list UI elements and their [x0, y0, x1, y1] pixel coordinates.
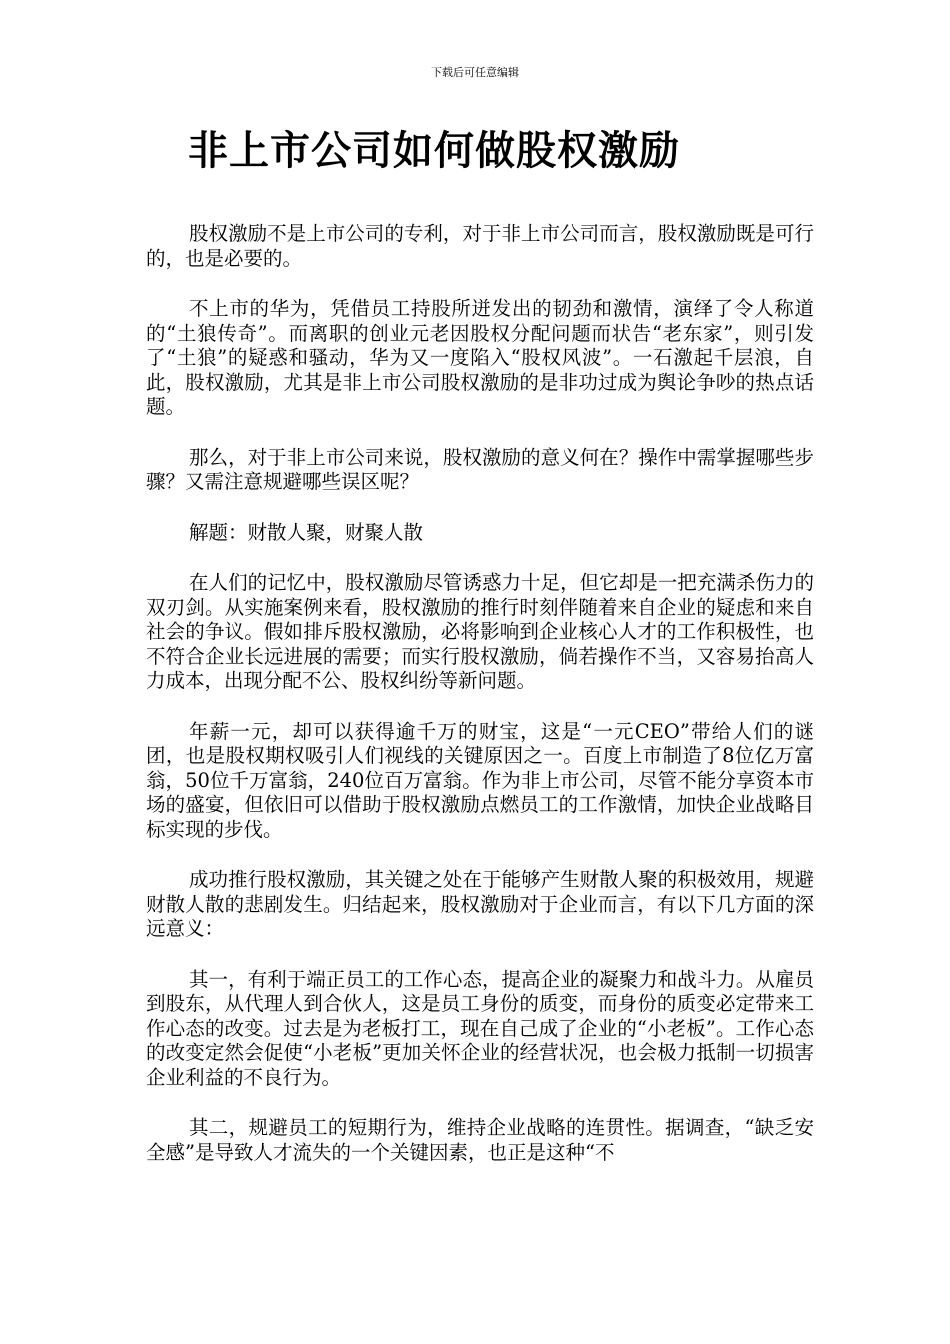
paragraph-3: 那么，对于非上市公司来说，股权激励的意义何在？操作中需掌握哪些步骤？又需注意规避哪些误区呢？ [146, 445, 814, 493]
paragraph-7: 成功推行股权激励，其关键之处在于能够产生财散人聚的积极效用，规避财散人散的悲剧发生。归结起来，股权激励对于企业而言，有以下几方面的深远意义： [146, 868, 814, 940]
paragraph-1: 股权激励不是上市公司的专利，对于非上市公司而言，股权激励既是可行的，也是必要的。 [146, 222, 814, 270]
paragraph-5: 在人们的记忆中，股权激励尽管诱惑力十足，但它却是一把充满杀伤力的双刃剑。从实施案例来看，股权激励的推行时刻伴随着来自企业的疑虑和来自社会的争议。假如排斥股权激励，必将影响到企业核心人才的工作积极性，也不符合企业长远进展的需要；而实行股权激励，倘若操作不当，又容易抬高人力成本，出现分配不公、股权纠纷等新问题。 [146, 571, 814, 692]
paragraph-2: 不上市的华为，凭借员工持股所迸发出的韧劲和激情，演绎了令人称道的“土狼传奇”。而离职的创业元老因股权分配问题而状告“老东家”，则引发了“土狼”的疑惑和骚动，华为又一度陷入“股权风波”。一石激起千层浪，自此，股权激励，尤其是非上市公司股权激励的是非功过成为舆论争吵的热点话题。 [146, 297, 814, 418]
document-body [146, 222, 814, 1191]
document-title: 非上市公司如何做股权激励 [188, 128, 680, 174]
paragraph-9: 其二，规避员工的短期行为，维持企业战略的连贯性。据调查，“缺乏安全感”是导致人才流失的一个关键因素，也正是这种“不 [146, 1116, 814, 1164]
paragraph-8: 其一，有利于端正员工的工作心态，提高企业的凝聚力和战斗力。从雇员到股东，从代理人到合伙人，这是员工身份的质变，而身份的质变必定带来工作心态的改变。过去是为老板打工，现在自己成了企业的“小老板”。工作心态的改变定然会促使“小老板”更加关怀企业的经营状况，也会极力抵制一切损害企业利益的不良行为。 [146, 967, 814, 1089]
paragraph-6: 年薪一元，却可以获得逾千万的财宝，这是“一元CEO”带给人们的谜团，也是股权期权吸引人们视线的关键原因之一。百度上市制造了8位亿万富翁，50位千万富翁，240位百万富翁。作为非上市公司，尽管不能分享资本市场的盛宴，但依旧可以借助于股权激励点燃员工的工作激情，加快企业战略目标实现的步伐。 [146, 719, 814, 841]
header-note: 下载后可任意编辑 [431, 66, 519, 79]
section-heading: 解题：财散人聚，财聚人散 [189, 520, 424, 544]
